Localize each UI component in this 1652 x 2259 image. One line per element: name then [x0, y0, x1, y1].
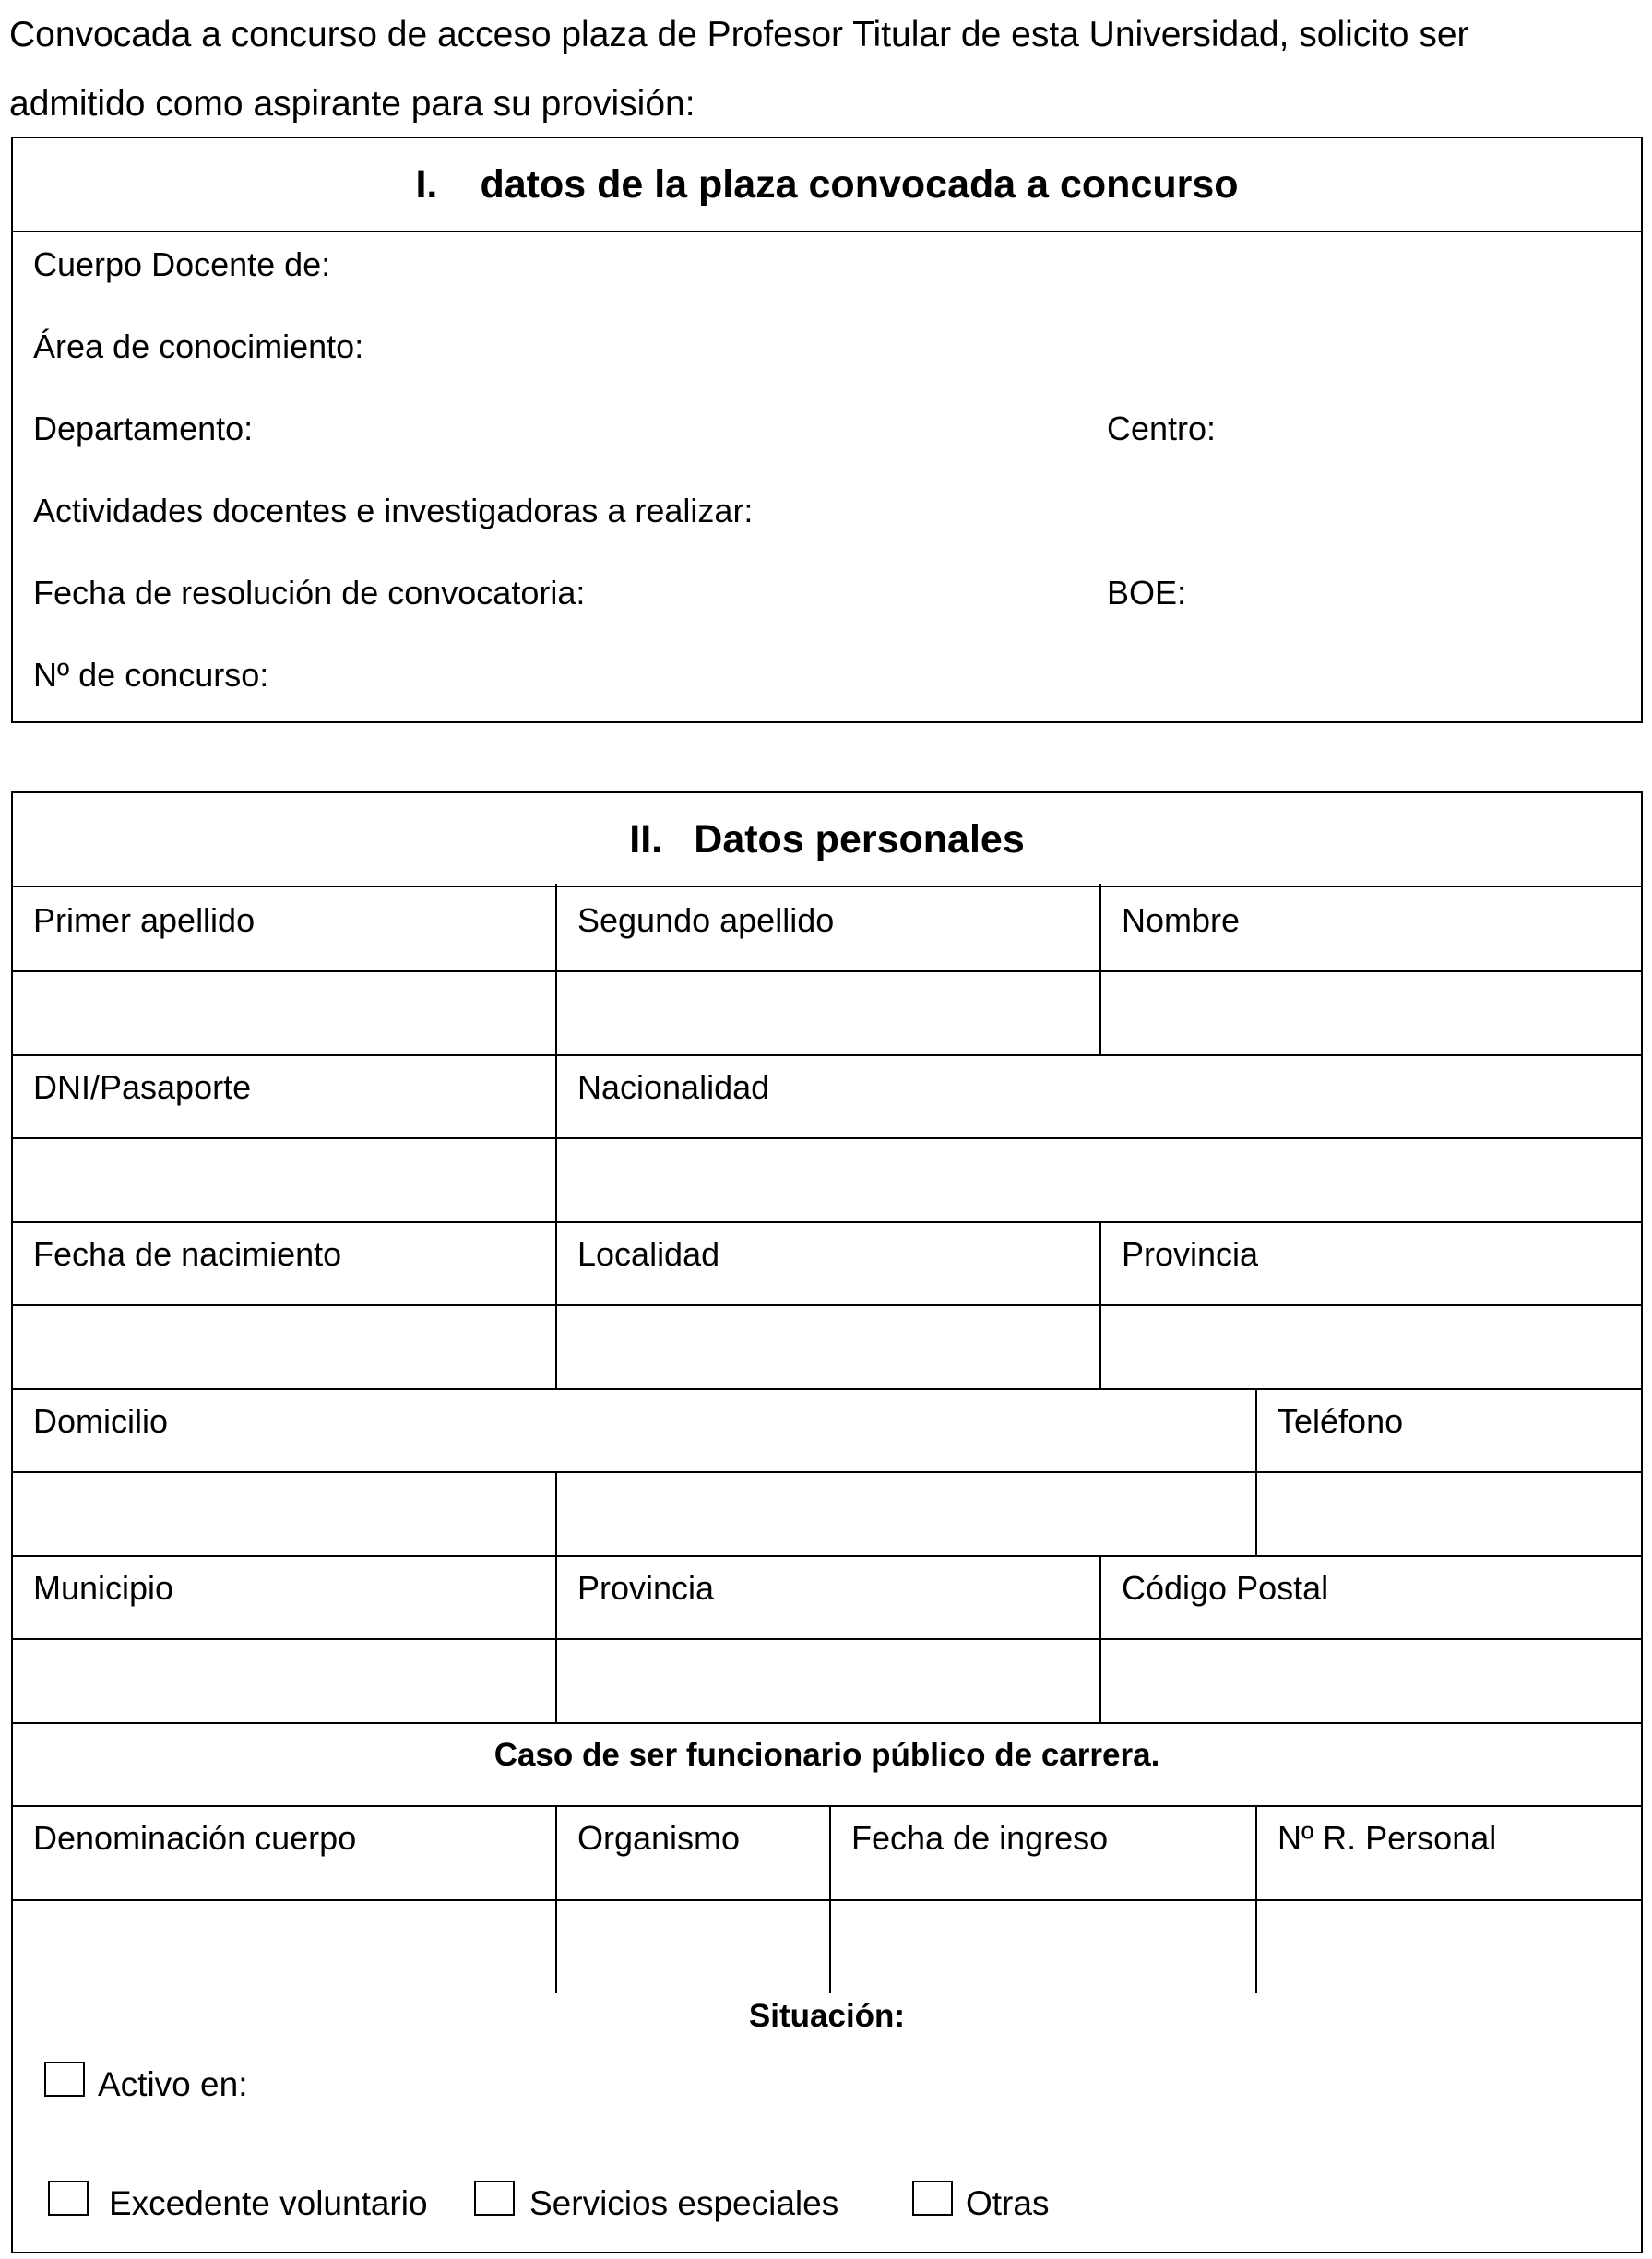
label-activo: Activo en:	[98, 2065, 248, 2103]
section-datos-personales	[11, 791, 1643, 2253]
label-servicios-especiales: Servicios especiales	[529, 2184, 839, 2222]
label-nombre: Nombre	[1122, 901, 1241, 939]
checkbox-otras[interactable]	[912, 2181, 953, 2216]
funcionario-heading: Caso de ser funcionario público de carrera.	[493, 1737, 1160, 1773]
field-area-conocimiento: Área de conocimiento:	[33, 327, 364, 365]
section-personales-title	[13, 793, 1641, 887]
checkbox-excedente[interactable]	[48, 2181, 89, 2216]
field-actividades: Actividades docentes e investigadoras a realizar:	[33, 492, 754, 529]
situacion-heading: Situación:	[748, 1998, 906, 2034]
field-centro: Centro:	[1107, 410, 1217, 447]
checkbox-servicios-especiales[interactable]	[474, 2181, 515, 2216]
label-municipio: Municipio	[33, 1569, 174, 1607]
intro-line-1: Convocada a concurso de acceso plaza de Profesor Titular de esta Universidad, solicito ser	[9, 15, 1469, 54]
label-localidad: Localidad	[577, 1235, 720, 1273]
section-plaza-number: I.	[415, 161, 438, 207]
label-excedente: Excedente voluntario	[109, 2184, 428, 2222]
label-telefono: Teléfono	[1278, 1402, 1404, 1440]
label-otras: Otras	[966, 2184, 1050, 2222]
label-provincia-domicilio: Provincia	[577, 1569, 715, 1607]
label-dni: DNI/Pasaporte	[33, 1068, 252, 1106]
label-fecha-ingreso: Fecha de ingreso	[851, 1819, 1109, 1857]
label-fecha-nacimiento: Fecha de nacimiento	[33, 1235, 342, 1273]
label-nrp: Nº R. Personal	[1278, 1819, 1497, 1857]
label-domicilio: Domicilio	[33, 1402, 169, 1440]
section-personales-heading: Datos personales	[694, 816, 1025, 862]
intro-line-2: admitido como aspirante para su provisión:	[9, 84, 695, 124]
intro-paragraph	[9, 0, 1646, 138]
label-organismo: Organismo	[577, 1819, 741, 1857]
label-codigo-postal: Código Postal	[1122, 1569, 1329, 1607]
label-primer-apellido: Primer apellido	[33, 901, 256, 939]
section-plaza	[11, 137, 1643, 723]
checkbox-activo[interactable]	[44, 2062, 85, 2097]
section-plaza-heading: datos de la plaza convocada a concurso	[480, 161, 1239, 207]
label-denominacion-cuerpo: Denominación cuerpo	[33, 1819, 357, 1857]
label-segundo-apellido: Segundo apellido	[577, 901, 835, 939]
field-fecha-resolucion: Fecha de resolución de convocatoria:	[33, 574, 586, 612]
field-departamento: Departamento:	[33, 410, 254, 447]
field-boe: BOE:	[1107, 574, 1187, 612]
section-plaza-title	[13, 138, 1641, 232]
label-nacionalidad: Nacionalidad	[577, 1068, 770, 1106]
field-cuerpo-docente: Cuerpo Docente de:	[33, 245, 331, 283]
label-provincia-nacimiento: Provincia	[1122, 1235, 1259, 1273]
field-numero-concurso: Nº de concurso:	[33, 656, 269, 694]
section-personales-number: II.	[629, 816, 663, 862]
